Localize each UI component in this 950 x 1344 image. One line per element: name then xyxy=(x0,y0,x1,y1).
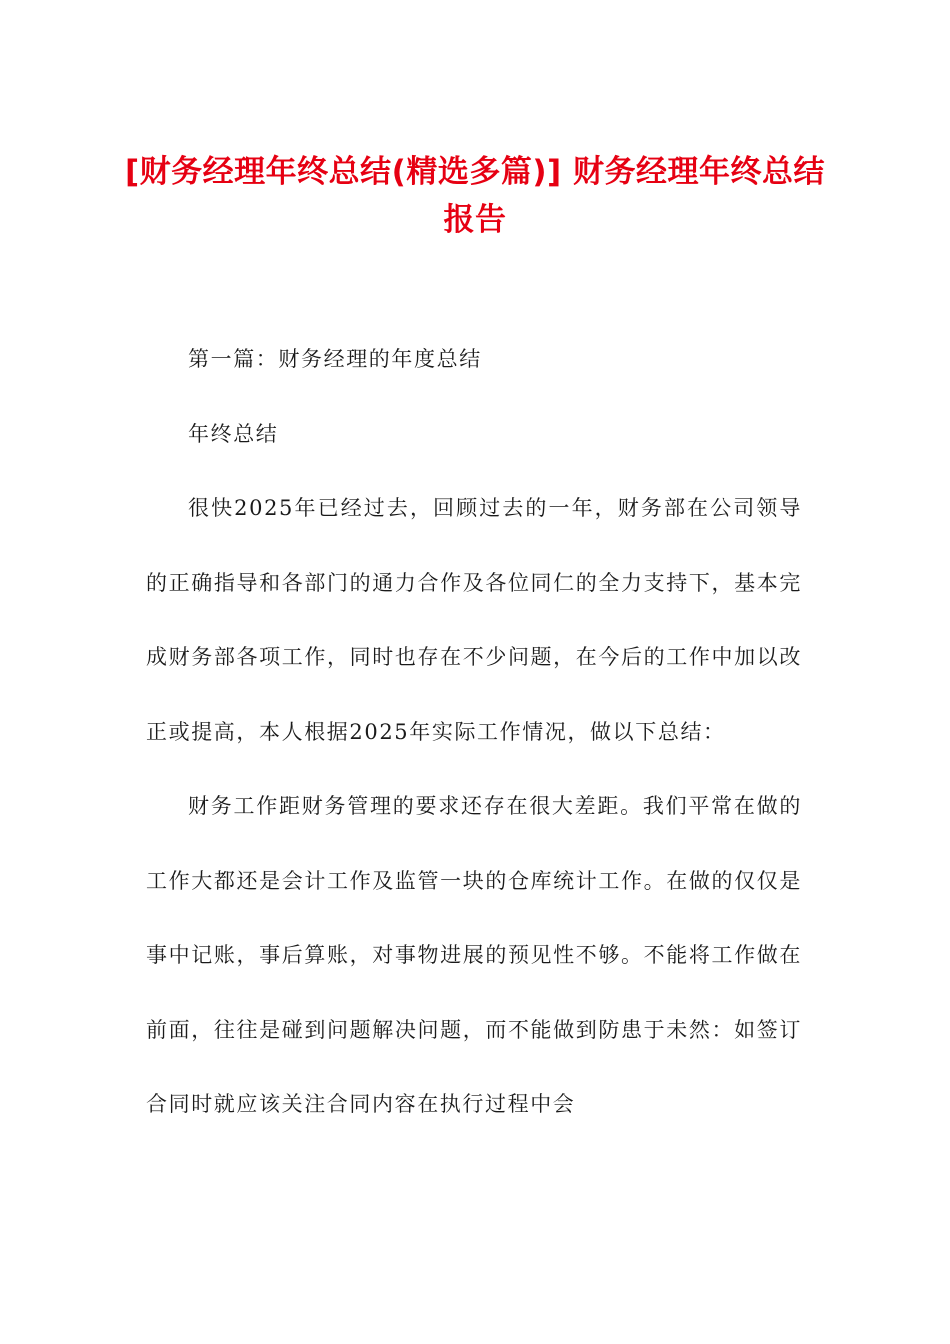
section-heading: 第一篇：财务经理的年度总结 xyxy=(188,347,482,371)
subheading: 年终总结 xyxy=(188,421,279,446)
body-paragraph-issues: 财务工作距财务管理的要求还存在很大差距。我们平常在做的工作大都还是会计工作及监管一块的仓库统计工作。在做的仅仅是事中记账，事后算账，对事物进展的预见性不够。不能将工作做在前面，往往是碰到问题解决问题，而不能做到防患于未然：如签订合同时就应该关注合同内容在执行过程中会 xyxy=(146,794,802,1116)
document-title: [财务经理年终总结(精选多篇)] 财务经理年终总结报告 xyxy=(125,154,825,238)
body-paragraph-intro: 很快2025年已经过去，回顾过去的一年，财务部在公司领导的正确指导和各部门的通力合作及各位同仁的全力支持下，基本完成财务部各项工作，同时也存在不少问题，在今后的工作中加以改正或提高，本人根据2025年实际工作情况，做以下总结： xyxy=(146,496,802,744)
document-body xyxy=(146,322,802,1142)
